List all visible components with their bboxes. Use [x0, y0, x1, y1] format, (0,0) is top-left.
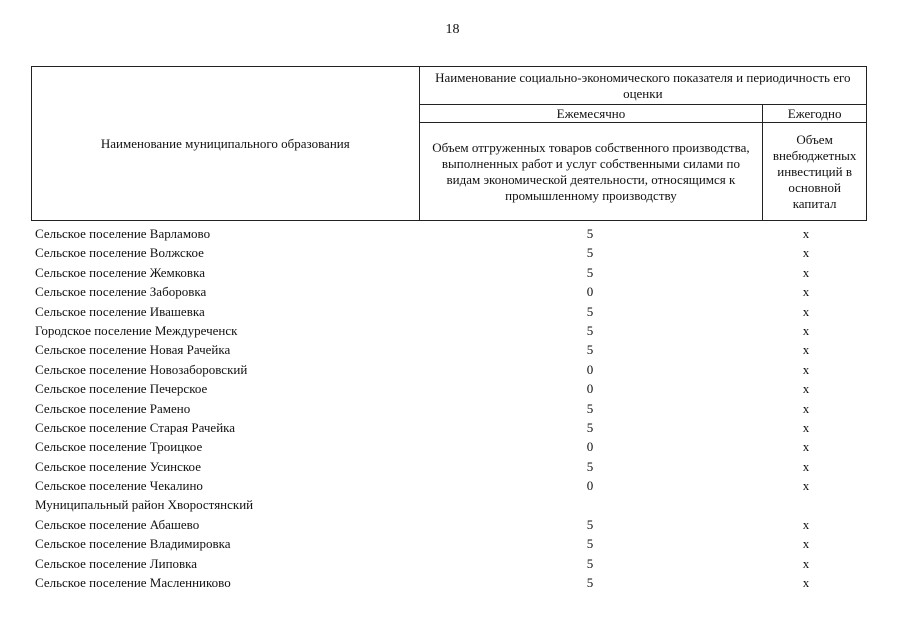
header-yearly: Ежегодно	[763, 105, 867, 123]
table-row	[31, 224, 867, 243]
monthly-value: 5	[586, 555, 594, 571]
table-body	[31, 224, 867, 592]
monthly-value: 5	[586, 575, 594, 591]
monthly-value: 0	[586, 381, 594, 397]
yearly-value: х	[802, 226, 810, 241]
municipality-name: Сельское поселение Волжское	[35, 245, 204, 261]
municipality-name: Сельское поселение Жемковка	[35, 264, 205, 280]
table-row	[31, 495, 867, 514]
yearly-value: х	[802, 439, 810, 455]
table-row	[31, 418, 867, 437]
municipality-name: Сельское поселение Усинское	[35, 458, 201, 474]
yearly-value: х	[802, 516, 810, 532]
monthly-value: 0	[586, 439, 594, 455]
table-row	[31, 534, 867, 553]
table-header	[31, 66, 867, 221]
municipality-name: Сельское поселение Владимировка	[35, 536, 231, 552]
monthly-value: 5	[586, 264, 594, 280]
header-monthly: Ежемесячно	[419, 105, 763, 123]
table-row	[31, 437, 867, 456]
yearly-value: х	[802, 303, 810, 319]
monthly-value: 5	[586, 322, 594, 338]
municipality-name: Сельское поселение Новозаборовский	[35, 361, 248, 377]
municipality-name: Сельское поселение Старая Рачейка	[35, 419, 236, 435]
monthly-value: 5	[586, 536, 594, 552]
yearly-value: х	[802, 400, 810, 416]
monthly-value: 5	[586, 303, 594, 319]
table-row	[31, 399, 867, 418]
monthly-value: 0	[586, 478, 594, 494]
monthly-value: 0	[586, 284, 594, 300]
yearly-value: х	[802, 458, 810, 474]
municipality-name: Сельское поселение Заборовка	[35, 284, 207, 300]
monthly-value: 5	[586, 226, 594, 241]
municipality-name: Сельское поселение Рамено	[35, 400, 191, 416]
table-row	[31, 321, 867, 340]
yearly-value: х	[802, 264, 810, 280]
monthly-value: 0	[586, 361, 594, 377]
header-municipality-name: Наименование муниципального образования	[32, 67, 420, 221]
yearly-value: х	[802, 381, 810, 397]
table-row	[31, 282, 867, 301]
municipality-name: Сельское поселение Печерское	[35, 381, 208, 397]
header-monthly-indicator: Объем отгруженных товаров собственного производства, выполненных работ и услуг собственными силами по видам экономической деятельности, относящимся к промышленному производству	[419, 123, 763, 221]
monthly-value: 5	[586, 419, 594, 435]
table-row	[31, 554, 867, 573]
monthly-value: 5	[586, 245, 594, 261]
table-row	[31, 302, 867, 321]
yearly-value: х	[802, 419, 810, 435]
yearly-value: х	[802, 575, 810, 591]
table-row	[31, 340, 867, 359]
monthly-value: 5	[586, 458, 594, 474]
table-row	[31, 263, 867, 282]
yearly-value: х	[802, 284, 810, 300]
yearly-value: х	[802, 322, 810, 338]
municipality-name: Муниципальный район Хворостянский	[35, 497, 254, 513]
yearly-value: х	[802, 361, 810, 377]
municipality-name: Сельское поселение Липовка	[35, 555, 198, 571]
municipality-name: Сельское поселение Чекалино	[35, 478, 203, 494]
municipality-name: Сельское поселение Ивашевка	[35, 303, 205, 319]
yearly-value: х	[802, 536, 810, 552]
header-indicator-group: Наименование социально-экономического показателя и периодичность его оценки	[419, 67, 866, 105]
table-row	[31, 573, 867, 592]
monthly-value: 5	[586, 516, 594, 532]
municipality-name: Сельское поселение Новая Рачейка	[35, 342, 231, 358]
yearly-value: х	[802, 245, 810, 261]
municipality-name: Сельское поселение Абашево	[35, 516, 200, 532]
municipality-name: Сельское поселение Варламово	[35, 226, 211, 241]
municipality-name: Городское поселение Междуреченск	[35, 322, 238, 338]
table-row	[31, 243, 867, 262]
yearly-value: х	[802, 342, 810, 358]
table-row	[31, 360, 867, 379]
table-row	[31, 476, 867, 495]
yearly-value: х	[802, 555, 810, 571]
monthly-value: 5	[586, 400, 594, 416]
header-yearly-indicator: Объем внебюджетных инвестиций в основной капитал	[763, 123, 867, 221]
municipality-name: Сельское поселение Масленниково	[35, 575, 231, 591]
monthly-value: 5	[586, 342, 594, 358]
municipality-name: Сельское поселение Троицкое	[35, 439, 203, 455]
yearly-value: х	[802, 478, 810, 494]
page-number: 18	[445, 22, 460, 37]
table-row	[31, 515, 867, 534]
table-row	[31, 379, 867, 398]
table-row	[31, 457, 867, 476]
